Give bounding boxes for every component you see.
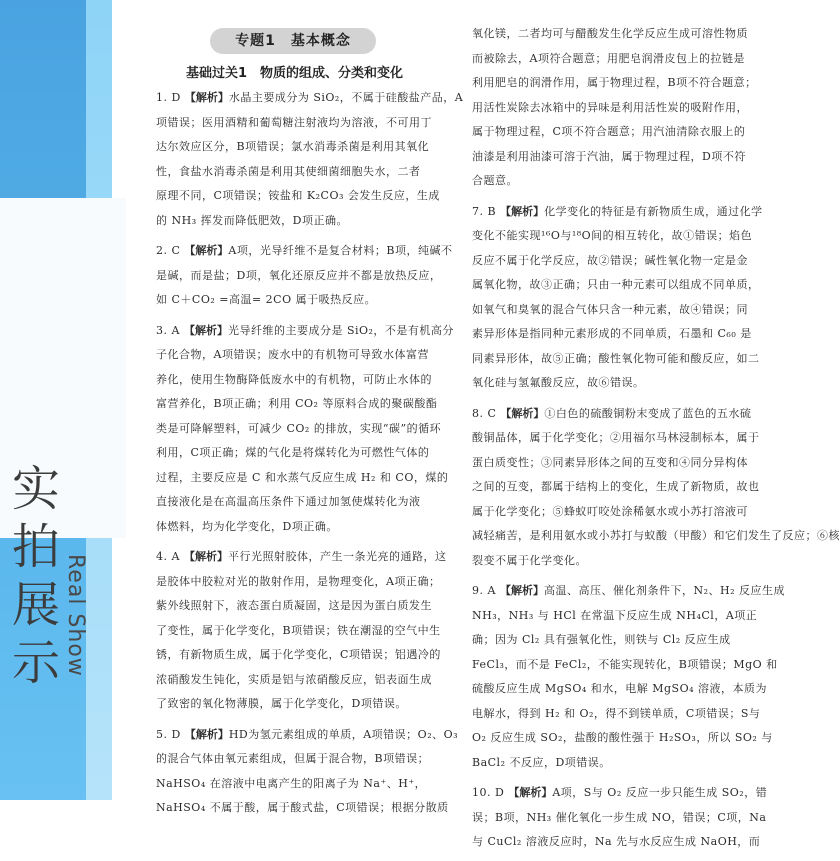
text-line [472, 628, 772, 653]
text-line [156, 545, 452, 570]
answer-letter: C [171, 244, 181, 257]
text-line [472, 371, 772, 396]
question-number: 5. [156, 727, 168, 741]
question-number: 10. [472, 786, 491, 799]
line-text: 蛋白质变性；③同素异形体之间的互变和④同分异构体 [472, 455, 748, 469]
badge-english-text: Real Show [63, 554, 88, 677]
text-line [472, 751, 772, 776]
text-line [156, 160, 452, 185]
line-text: 性，食盐水消毒杀菌是利用其使细菌细胞失水，二者 [156, 164, 421, 178]
text-line [472, 500, 772, 525]
answer-item [472, 781, 772, 855]
line-text: 如氧气和臭氧的混合气体只含一种元素，故④错误；同 [472, 302, 748, 316]
line-text: BaCl₂ 不反应，D项错误。 [472, 755, 611, 769]
line-text: 原理不同，C项错误；铵盐和 K₂CO₃ 会发生反应，生成 [156, 189, 440, 202]
badge-char: 拍 [11, 519, 60, 575]
answer-item [156, 319, 452, 540]
answer-letter: D [495, 786, 505, 799]
line-text: 减轻痛苦，是利用氨水或小苏打与蚁酸（甲酸）和它们发生了反应；⑥核 [472, 529, 840, 542]
answer-item [156, 545, 452, 717]
line-text: NH₃，NH₃ 与 HCl 在常温下反应生成 NH₄Cl，A项正 [472, 608, 758, 622]
line-text: 硫酸反应生成 MgSO₄ 和水，电解 MgSO₄ 溶液，本质为 [472, 682, 768, 695]
line-text: 利用，C项正确；煤的气化是将煤转化为可燃性气体的 [156, 446, 430, 459]
text-line [156, 619, 452, 644]
text-line [472, 524, 840, 549]
question-number: 2. [156, 244, 168, 257]
text-line [472, 273, 772, 298]
line-text: 属氧化物，故③正确；只由一种元素可以组成不同单质， [472, 278, 760, 291]
text-line [156, 209, 452, 234]
line-text: O₂ 反应生成 SO₂，盐酸的酸性强于 H₂SO₃，所以 SO₂ 与 [472, 731, 773, 744]
badge-char: 展 [11, 577, 60, 633]
line-text: 浓硝酸发生钝化，实质是铝与浓硝酸反应，铝表面生成 [156, 672, 432, 686]
text-line [156, 368, 452, 393]
line-text: 氧化硅与氢氟酸反应，故⑥错误。 [472, 376, 645, 389]
line-text: NaHSO₄ 不属于酸，属于酸式盐，C项错误；根据分散质 [156, 801, 449, 814]
text-line [472, 806, 772, 831]
question-number: 1. [156, 91, 168, 104]
line-text: 高温、高压、催化剂条件下，N₂、H₂ 反应生成 [543, 584, 785, 597]
line-text: 了变性，属于化学变化，B项错误；铁在潮湿的空气中生 [156, 623, 441, 637]
text-line [156, 288, 452, 313]
answer-item [156, 239, 452, 313]
text-line: 用活性炭除去冰箱中的异味是利用活性炭的吸附作用， [472, 100, 748, 114]
line-text: 锈，有新物质生成，属于化学变化，C项错误；铝遇冷的 [156, 648, 441, 661]
text-line: 合题意。 [472, 174, 518, 187]
analysis-tag: 【解析】 [183, 550, 228, 563]
text-line [156, 264, 452, 289]
text-line: 而被除去，A项符合题意；用肥皂润滑皮包上的拉链是 [472, 51, 745, 65]
real-show-badge [0, 198, 126, 691]
question-number: 8. [472, 406, 484, 420]
line-text: 误；B项，NH₃ 催化氧化一步生成 NO，错误；C项，Na [472, 810, 767, 824]
text-line [472, 402, 772, 427]
analysis-tag: 【解析】 [184, 244, 229, 257]
line-text: 如 C＋CO₂ =高温= 2CO 属于吸热反应。 [156, 293, 377, 306]
text-line [472, 451, 772, 476]
text-line [156, 668, 452, 693]
text-line [472, 475, 772, 500]
text-line [156, 515, 452, 540]
line-text: 光导纤维的主要成分是 SiO₂，不是有机高分 [227, 323, 454, 337]
text-line [472, 830, 772, 855]
line-text: 水晶主要成分为 SiO₂，不属于硅酸盐产品，A [228, 91, 464, 104]
text-line: 油漆是利用油漆可溶于汽油，属于物理过程，D项不符 [472, 149, 746, 163]
question-number: 4. [156, 550, 168, 563]
question-number: 9. [472, 584, 484, 597]
text-line [156, 772, 452, 797]
line-text: 平行光照射胶体，产生一条光亮的通路，这 [227, 550, 447, 563]
question-number: 7. [472, 204, 484, 218]
line-text: 之间的互变，都属于结构上的变化，生成了新物质，故也 [472, 480, 760, 493]
text-line [472, 249, 772, 274]
line-text: 富营养化，B项正确；利用 CO₂ 等原料合成的聚碳酸酯 [156, 397, 438, 410]
answer-item [472, 579, 785, 775]
continuation-block [472, 22, 772, 194]
line-text: 酸铜晶体，属于化学变化；②用福尔马林浸制标本，属于 [472, 431, 760, 444]
text-line [156, 184, 452, 209]
line-text: ①白色的硫酸铜粉末变成了蓝色的五水硫 [544, 406, 752, 420]
text-line [156, 135, 452, 160]
line-text: 达尔效应区分，B项错误；氯水消毒杀菌是利用其氧化 [156, 140, 430, 153]
right-column [472, 22, 840, 861]
text-line [472, 298, 772, 323]
line-text: 直接液化是在高温高压条件下通过加氢使煤转化为液 [156, 495, 421, 508]
text-line: 氧化镁，二者均可与醋酸发生化学反应生成可溶性物质 [472, 27, 748, 40]
line-text: A项，S与 O₂ 反应一步只能生成 SO₂，错 [552, 786, 768, 799]
text-line [156, 86, 464, 111]
analysis-tag: 【解析】 [500, 204, 545, 218]
text-line [472, 653, 778, 678]
text-line [156, 723, 459, 748]
line-text: 反应不属于化学反应，故②错误；碱性氧化物一定是金 [472, 253, 748, 267]
text-line [472, 549, 772, 574]
answer-letter: D [171, 91, 181, 104]
line-text: 养化，使用生物酶降低废水中的有机物，可防止水体的 [156, 372, 432, 386]
section-title: 基础过关1 物质的组成、分类和变化 [186, 66, 404, 81]
line-text: 类是可降解塑料，可减少 CO₂ 的排放，实现“碳”的循环 [156, 421, 442, 435]
text-line: 利用肥皂的润滑作用，属于物理过程，B项不符合题意； [472, 76, 757, 89]
text-line [156, 570, 452, 595]
answer-letter: A [171, 550, 180, 563]
line-text: 体燃料，均为化学变化，D项正确。 [156, 519, 338, 533]
line-text: 是碱，而是盐；D项，氧化还原反应并不都是放热反应， [156, 268, 442, 282]
text-line [156, 466, 452, 491]
text-line [472, 781, 772, 806]
document-page [126, 0, 840, 848]
line-text: 子化合物，A项错误；废水中的有机物可导致水体富营 [156, 348, 429, 361]
answer-item [472, 402, 840, 574]
text-line [156, 343, 452, 368]
text-line [472, 224, 772, 249]
badge-char: 实 [11, 461, 60, 517]
text-line [472, 604, 772, 629]
analysis-tag: 【解析】 [500, 406, 545, 420]
text-line [472, 200, 772, 225]
text-line [156, 796, 452, 821]
line-text: 同素异形体，故⑤正确；酸性氧化物可能和酸反应，如二 [472, 351, 760, 365]
line-text: 化学变化的特征是有新物质生成，通过化学 [544, 204, 763, 218]
answer-item [156, 86, 464, 233]
line-text: 属于化学变化；⑤蜂蚁叮咬处涂稀氨水或小苏打溶液可 [472, 504, 748, 518]
line-text: 确；因为 Cl₂ 具有强氧化性，则铁与 Cl₂ 反应生成 [472, 633, 731, 646]
text-line [472, 726, 772, 751]
question-number: 3. [156, 323, 168, 337]
line-text: 是胶体中胶粒对光的散射作用，是物理变化，A项正确； [156, 574, 441, 588]
answer-item [472, 200, 772, 396]
line-text: A项，光导纤维不是复合材料；B项，纯碱不 [228, 244, 453, 257]
answer-letter: A [171, 323, 180, 337]
line-text: 的 NH₃ 挥发而降低肥效，D项正确。 [156, 213, 348, 227]
line-text: 裂变不属于化学变化。 [472, 553, 587, 567]
text-line [156, 239, 452, 264]
text-line [472, 677, 772, 702]
text-line [156, 747, 452, 772]
line-text: 与 CuCl₂ 溶液反应时，Na 先与水反应生成 NaOH，而 [472, 835, 761, 848]
text-line [156, 594, 452, 619]
text-line: 属于物理过程，C项不符合题意；用汽油清除衣服上的 [472, 125, 746, 138]
text-line [156, 643, 452, 668]
answer-letter: A [487, 584, 496, 597]
line-text: 电解水，得到 H₂ 和 O₂，得不到镁单质，C项错误；S与 [472, 706, 761, 720]
line-text: 项错误；医用酒精和葡萄糖注射液均为溶液，不可用丁 [156, 115, 432, 129]
text-line [472, 347, 772, 372]
text-line [156, 490, 452, 515]
text-line [472, 702, 772, 727]
badge-char: 示 [11, 635, 60, 691]
line-text: 变化不能实现¹⁶O与¹⁸O间的相互转化，故①错误；焰色 [472, 229, 753, 242]
answer-item [156, 723, 459, 821]
line-text: 过程，主要反应是 C 和水蒸气反应生成 H₂ 和 CO，煤的 [156, 470, 449, 484]
text-line [156, 111, 452, 136]
line-text: 素异形体是指同种元素形成的不同单质，石墨和 C₆₀ 是 [472, 327, 752, 340]
text-line [472, 426, 772, 451]
analysis-tag: 【解析】 [183, 323, 228, 337]
analysis-tag: 【解析】 [184, 91, 229, 104]
answer-letter: D [171, 727, 181, 741]
line-text: 的混合气体由氧元素组成，但属于混合物，B项错误； [156, 752, 430, 765]
text-line [472, 579, 785, 604]
text-line [156, 417, 452, 442]
analysis-tag: 【解析】 [184, 727, 229, 741]
answer-letter: C [487, 406, 497, 420]
text-line [156, 692, 452, 717]
text-line [156, 392, 452, 417]
line-text: HD为氢元素组成的单质，A项错误；O₂、O₃ [228, 727, 459, 741]
text-line [156, 319, 452, 344]
line-text: NaHSO₄ 在溶液中电离产生的阳离子为 Na⁺、H⁺， [156, 776, 427, 790]
answer-letter: B [487, 204, 497, 218]
analysis-tag: 【解析】 [508, 786, 553, 799]
analysis-tag: 【解析】 [499, 584, 544, 597]
text-line [156, 441, 452, 466]
text-line [472, 322, 772, 347]
left-column [156, 86, 464, 827]
line-text: 了致密的氧化物薄膜，属于化学变化，D项错误。 [156, 697, 407, 710]
topic-title: 专题1 基本概念 [210, 28, 376, 54]
line-text: FeCl₃，而不是 FeCl₂，不能实现转化，B项错误；MgO 和 [472, 657, 778, 671]
line-text: 紫外线照射下，液态蛋白质凝固，这是因为蛋白质发生 [156, 599, 432, 612]
